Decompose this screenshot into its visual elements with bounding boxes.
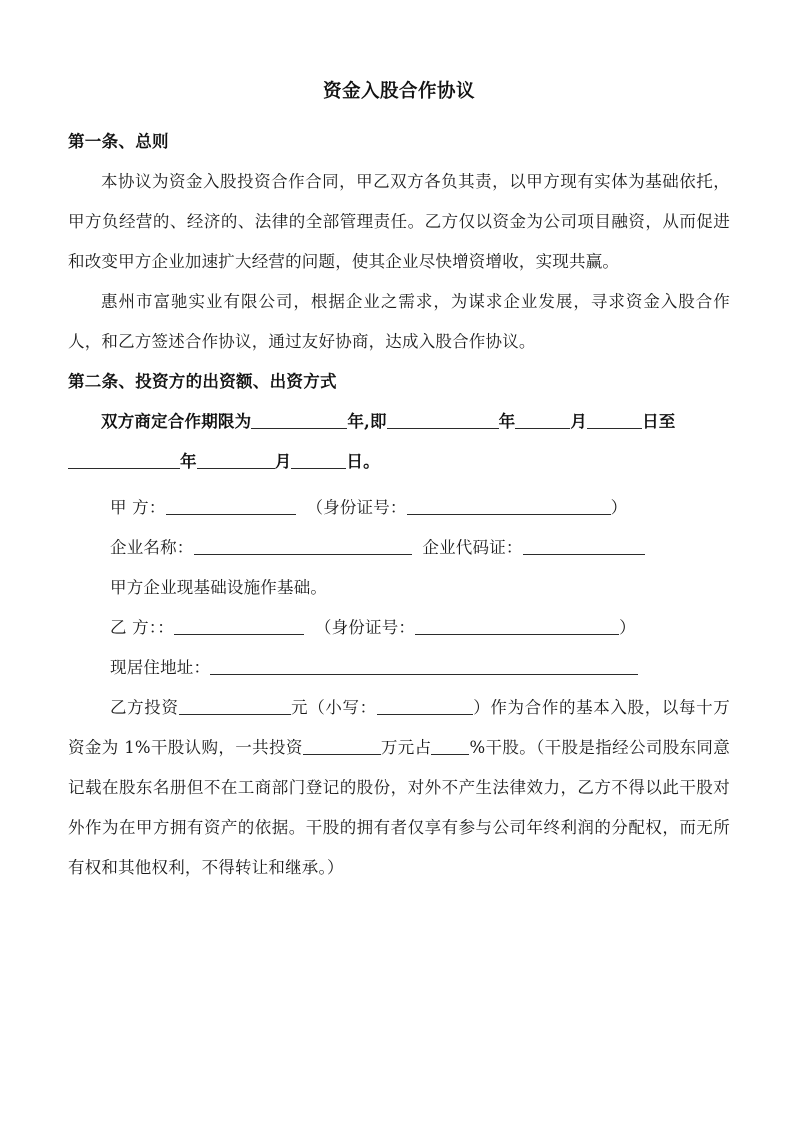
party-a-infrastructure-note: 甲方企业现基础设施作基础。 [110, 577, 328, 597]
current-address-line [68, 648, 730, 688]
investment-unit-currency: 元（小写： [290, 697, 377, 717]
party-a-id-close: ） [610, 497, 628, 517]
term-unit-day-2: 日。 [346, 451, 380, 471]
investment-clause-paragraph [68, 688, 730, 888]
term-unit-year-1: 年 [347, 411, 365, 431]
enterprise-code-label: 企业代码证： [422, 537, 523, 557]
article-1-paragraph-2: 惠州市富驰实业有限公司，根据企业之需求，为谋求企业发展，寻求资金入股合作人，和乙方签述合作协议，通过友好协商，达成入股合作协议。 [68, 291, 730, 351]
enterprise-code-blank[interactable] [523, 537, 645, 555]
party-a-id-open: （身份证号： [306, 497, 407, 517]
party-a-line [68, 488, 730, 528]
current-address-label: 现居住地址： [110, 657, 211, 677]
party-b-name-blank[interactable] [174, 617, 304, 635]
party-b-id-open: （身份证号： [314, 617, 416, 637]
party-b-label: 乙 方：： [110, 617, 174, 637]
investment-amount-words-blank[interactable] [179, 697, 291, 715]
page-title: 资金入股合作协议 [322, 81, 475, 102]
investment-close-text: ）作为合作的基本入股，以每十万资金为 1%干股认购，一共投资 [68, 697, 730, 757]
investment-total-wan-blank[interactable] [303, 737, 381, 755]
term-unit-month-2: 月 [274, 451, 292, 471]
term-lead-text: 双方商定合作期限为 [101, 411, 252, 431]
party-a-label: 甲 方： [110, 497, 166, 517]
term-start-year-blank[interactable] [387, 411, 499, 429]
section-heading-article-1: 第一条、总则 [68, 131, 169, 151]
term-start-day-blank[interactable] [587, 411, 642, 429]
term-start-month-blank[interactable] [515, 411, 570, 429]
party-b-id-blank[interactable] [415, 617, 619, 635]
section-heading-article-2: 第二条、投资方的出资额、出资方式 [68, 371, 337, 391]
party-b-line [68, 608, 730, 648]
term-years-blank[interactable] [251, 411, 347, 429]
term-end-year-blank[interactable] [68, 451, 180, 469]
enterprise-name-label: 企业名称： [110, 537, 194, 557]
enterprise-name-blank[interactable] [194, 537, 412, 555]
term-separator: ,即 [364, 411, 387, 431]
term-unit-year-3: 年 [180, 451, 197, 471]
term-unit-month-1: 月 [570, 411, 588, 431]
current-address-blank[interactable] [210, 657, 638, 675]
investment-share-percent-blank[interactable] [431, 737, 469, 755]
party-a-name-blank[interactable] [166, 497, 296, 515]
term-unit-year-2: 年 [498, 411, 516, 431]
document-body [68, 78, 730, 888]
article-1-paragraph-1: 本协议为资金入股投资合作合同，甲乙双方各负其责，以甲方现有实体为基础依托，甲方负经营的、经济的、法律的全部管理责任。乙方仅以资金为公司项目融资，从而促进和改变甲方企业加速扩大经营的问题，使其企业尽快增资增收，实现共赢。 [68, 171, 730, 271]
investment-lead-text: 乙方投资 [110, 697, 179, 717]
enterprise-info-line [68, 528, 730, 568]
term-end-day-blank[interactable] [291, 451, 346, 469]
party-b-id-close: ） [619, 617, 636, 637]
investment-amount-digits-blank[interactable] [377, 697, 473, 715]
cooperation-term-clause [68, 402, 730, 482]
term-end-month-blank[interactable] [197, 451, 275, 469]
investment-unit-percent: %干股。（干股是指经公司股东同意记载在股东名册但不在工商部门登记的股份，对外不产生法律效力，乙方不得以此干股对外作为在甲方拥有资产的依据。干股的拥有者仅享有参与公司年终利润的分配权，而无所有权和其他权利，不得转让和继承。） [68, 737, 730, 877]
party-a-id-blank[interactable] [407, 497, 611, 515]
investment-unit-wan: 万元占 [380, 737, 432, 757]
term-unit-day-1: 日至 [642, 411, 676, 431]
